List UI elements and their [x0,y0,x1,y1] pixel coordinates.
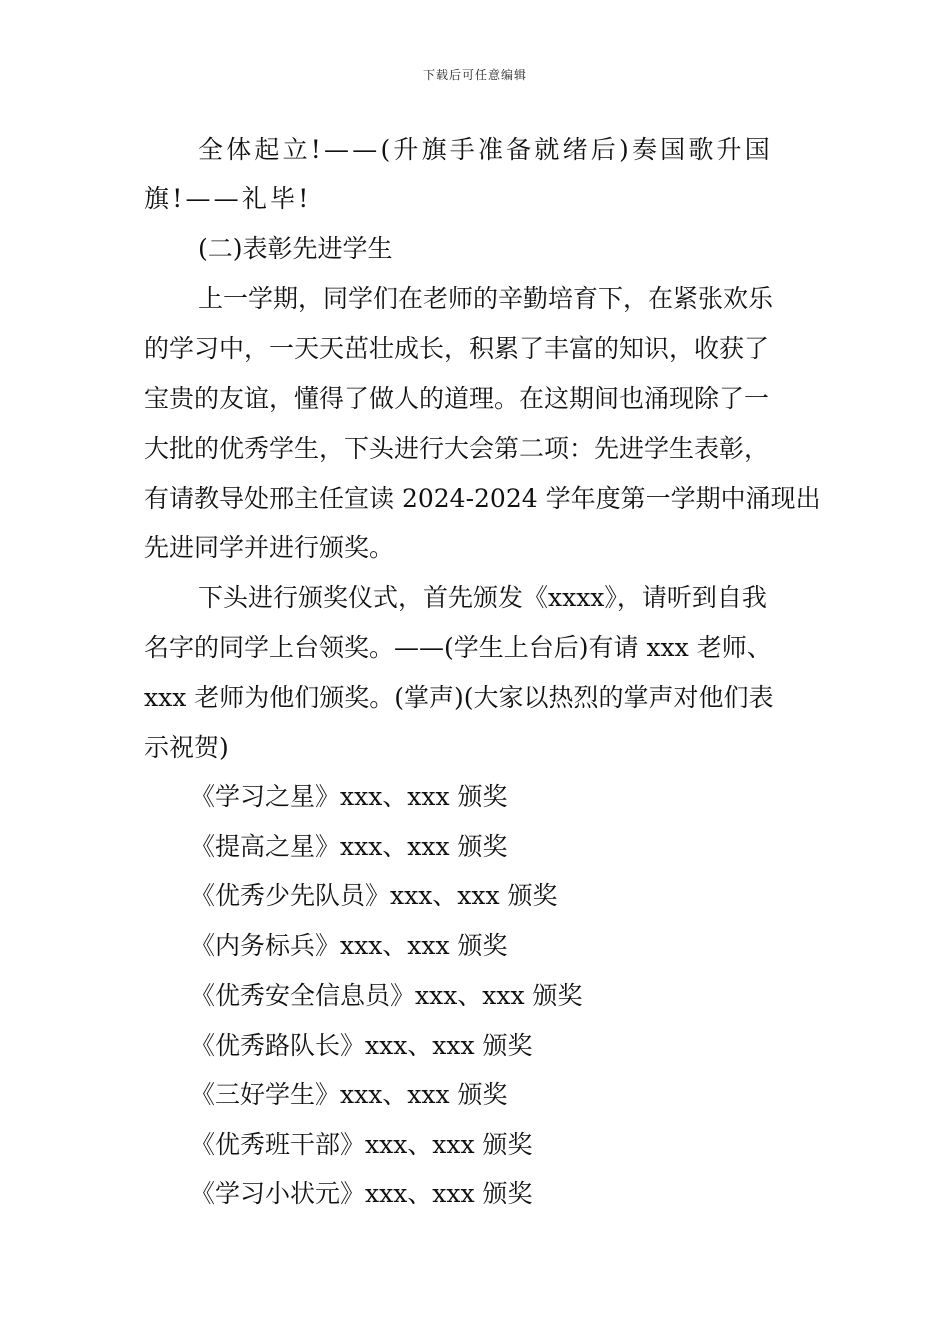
award-item: 《提高之星》xxx、xxx 颁奖 [190,832,508,861]
paragraph-line: 上一学期，同学们在老师的辛勤培育下，在紧张欢乐 [198,284,774,313]
section-title: (二)表彰先进学生 [198,234,393,263]
award-item: 《优秀少先队员》xxx、xxx 颁奖 [190,881,558,910]
paragraph-line: 先进同学并进行颁奖。 [144,533,395,562]
award-item: 《内务标兵》xxx、xxx 颁奖 [190,931,508,960]
paragraph-line: 宝贵的友谊，懂得了做人的道理。在这期间也涌现除了一 [144,384,770,413]
header-note: 下载后可任意编辑 [422,68,527,82]
award-item: 《学习小状元》xxx、xxx 颁奖 [190,1179,533,1208]
award-item: 《优秀安全信息员》xxx、xxx 颁奖 [190,981,583,1010]
paragraph-line: 下头进行颁奖仪式，首先颁发《xxxx》，请听到自我 [198,583,767,612]
paragraph-line: 全体起立!——(升旗手准备就绪后)奏国歌升国 [198,135,773,164]
award-item: 《三好学生》xxx、xxx 颁奖 [190,1080,508,1109]
paragraph-line: 大批的优秀学生，下头进行大会第二项：先进学生表彰， [144,434,770,463]
paragraph-line: 有请教导处邢主任宣读 2024-2024 学年度第一学期中涌现出 [144,484,821,513]
award-item: 《优秀班干部》xxx、xxx 颁奖 [190,1130,533,1159]
paragraph-line: 旗!——礼毕! [144,184,312,213]
award-item: 《优秀路队长》xxx、xxx 颁奖 [190,1031,533,1060]
paragraph-line: 的学习中，一天天茁壮成长，积累了丰富的知识，收获了 [144,334,770,363]
award-item: 《学习之星》xxx、xxx 颁奖 [190,782,508,811]
paragraph-line: 示祝贺) [144,733,229,762]
paragraph-line: 名字的同学上台领奖。——(学生上台后)有请 xxx 老师、 [144,633,772,662]
paragraph-line: xxx 老师为他们颁奖。(掌声)(大家以热烈的掌声对他们表 [144,683,774,712]
